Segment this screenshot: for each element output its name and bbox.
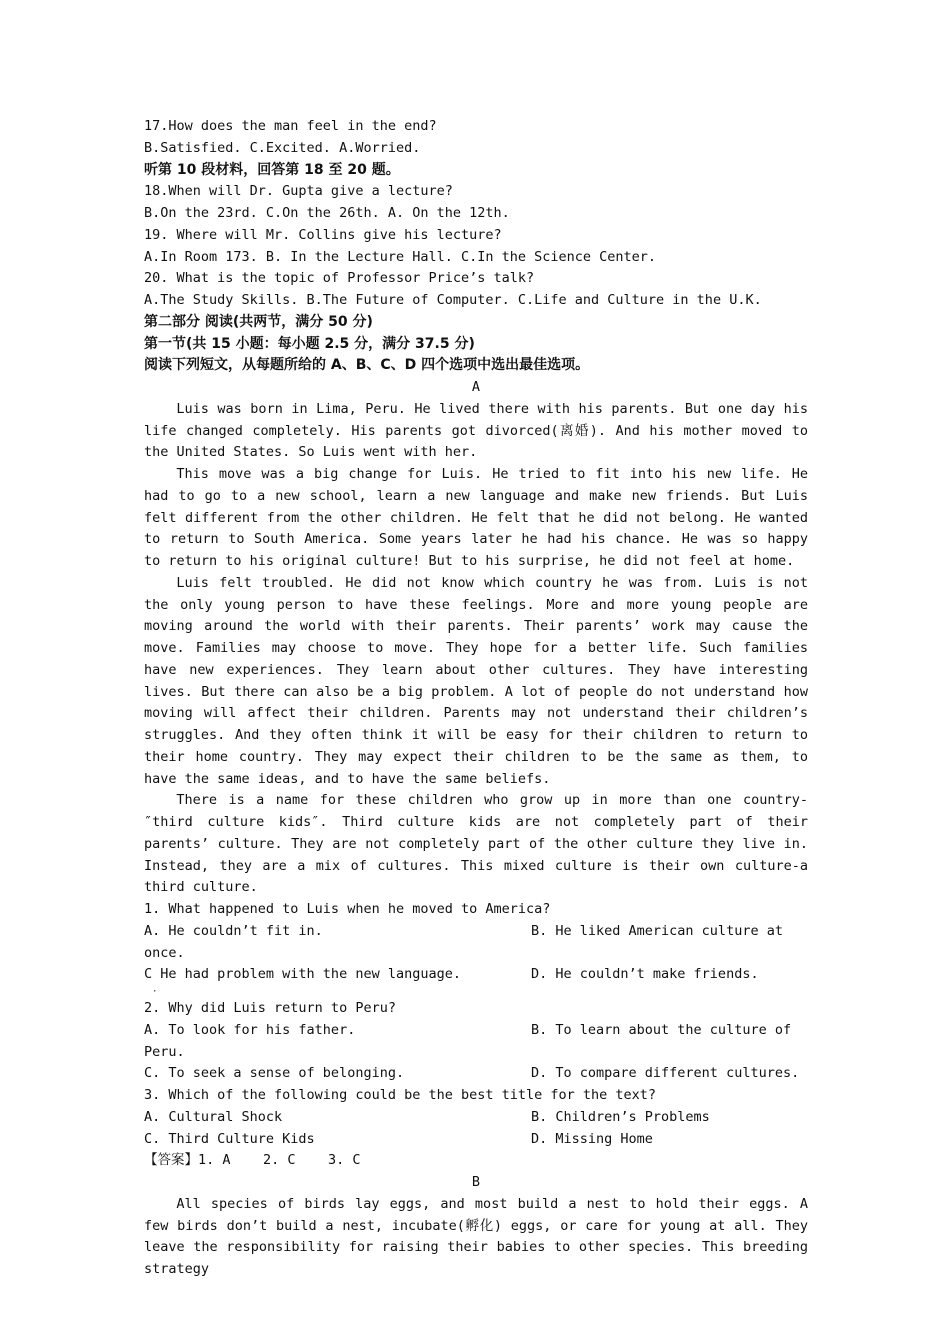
answer-key: 【答案】1. A 2. C 3. C [144,1152,361,1169]
question-20-options: A.The Study Skills. B.The Future of Computer. C.Life and Culture in the U.K. [144,292,762,308]
question-1-options-row-1 [144,921,808,943]
question-3-option-b: B. Children’s Problems [531,1108,710,1125]
question-1-options-row-2 [144,964,808,986]
section-1-heading: 第一节(共 15 小题：每小题 2.5 分，满分 37.5 分) [144,335,475,352]
question-2-option-a: A. To look for his father. [144,1021,356,1038]
question-3-option-d: D. Missing Home [531,1130,653,1147]
part-2-heading: 第二部分 阅读(共两节，满分 50 分) [144,313,373,330]
question-2-option-c: C. To seek a sense of belonging. [144,1065,405,1082]
document-page [144,116,808,1281]
passage-b-paragraph-1: All species of birds lay eggs, and most build a nest to hold their eggs. A few birds don’t build a nest, incubate(孵化) eggs, or care for young at all. They leave the responsibility for raising their babies to other species. This breeding strategy [144,1195,808,1277]
question-2-options-row-2 [144,1063,808,1085]
question-17-options: B.Satisfied. C.Excited. A.Worried. [144,139,421,156]
question-1: 1. What happened to Luis when he moved to America? [144,901,551,917]
question-3: 3. Which of the following could be the best title for the text? [144,1087,657,1103]
question-2-option-d: D. To compare different cultures. [531,1065,800,1082]
question-1-option-c: C He had problem with the new language. [144,966,461,983]
question-2: 2. Why did Luis return to Peru? [144,1000,396,1016]
section-10-heading: 听第 10 段材料，回答第 18 至 20 题。 [144,161,400,178]
question-1-option-a: A. He couldn’t fit in. [144,922,323,939]
passage-a-letter: A [471,379,481,395]
stray-dot: · [152,987,158,997]
question-1-option-d: D. He couldn’t make friends. [531,966,759,983]
question-3-options-row-1 [144,1107,808,1129]
passage-a-paragraph-1: Luis was born in Lima, Peru. He lived there with his parents. But one day his life changed completely. His parents got divorced(离婚). And his mother moved to the United States. So Luis went with her. [144,400,808,461]
question-3-option-a: A. Cultural Shock [144,1108,283,1125]
question-17: 17.How does the man feel in the end? [144,118,437,134]
passage-b-letter: B [471,1174,481,1190]
question-20: 20. What is the topic of Professor Price’s talk? [144,270,535,287]
question-19: 19. Where will Mr. Collins give his lecture? [144,226,502,243]
question-19-options: A.In Room 173. B. In the Lecture Hall. C.In the Science Center. [144,248,657,265]
question-18-options: B.On the 23rd. C.On the 26th. A. On the 12th. [144,205,510,221]
passage-a-paragraph-2: This move was a big change for Luis. He tried to fit into his new life. He had to go to a new school, learn a new language and make new friends. But Luis felt different from the other children. He felt that he did not belong. He wanted to return to South America. Some years later he had his chance. He was so happy to return to his original culture! But to his surprise, he did not feel at home. [144,466,808,569]
question-2-option-b-continued: Peru. [144,1043,185,1060]
question-1-option-b: B. He liked American culture at [531,922,783,939]
passage-a-paragraph-3: Luis felt troubled. He did not know which country he was from. Luis is not the only young person to have these feelings. More and more young people are moving around the world with their parents. Their parents’ work may cause the move. Families may choose to move. They hope for a better life. Such families have new experiences. They learn about other cultures. They have interesting lives. But there can also be a big problem. A lot of people do not understand how moving will affect their children. Parents may not understand their children’s struggles. And they often think it will be easy for their children to return to their home country. They may expect their children to be the same as them, to have the same ideas, and to have the same beliefs. [144,574,808,787]
passage-a-paragraph-4: There is a name for these children who grow up in more than one country-″third culture kids″. Third culture kids are not completely part of their parents’ culture. They are not completely part of the other culture they live in. Instead, they are a mix of cultures. This mixed culture is their own culture-a third culture. [144,792,808,896]
question-3-options-row-2 [144,1129,808,1151]
question-2-option-b: B. To learn about the culture of [531,1021,792,1038]
question-3-option-c: C. Third Culture Kids [144,1130,315,1147]
reading-instruction: 阅读下列短文，从每题所给的 A、B、C、D 四个选项中选出最佳选项。 [144,357,590,374]
question-1-option-b-continued: once. [144,944,185,961]
question-18: 18.When will Dr. Gupta give a lecture? [144,183,453,200]
question-2-options-row-1 [144,1020,808,1042]
